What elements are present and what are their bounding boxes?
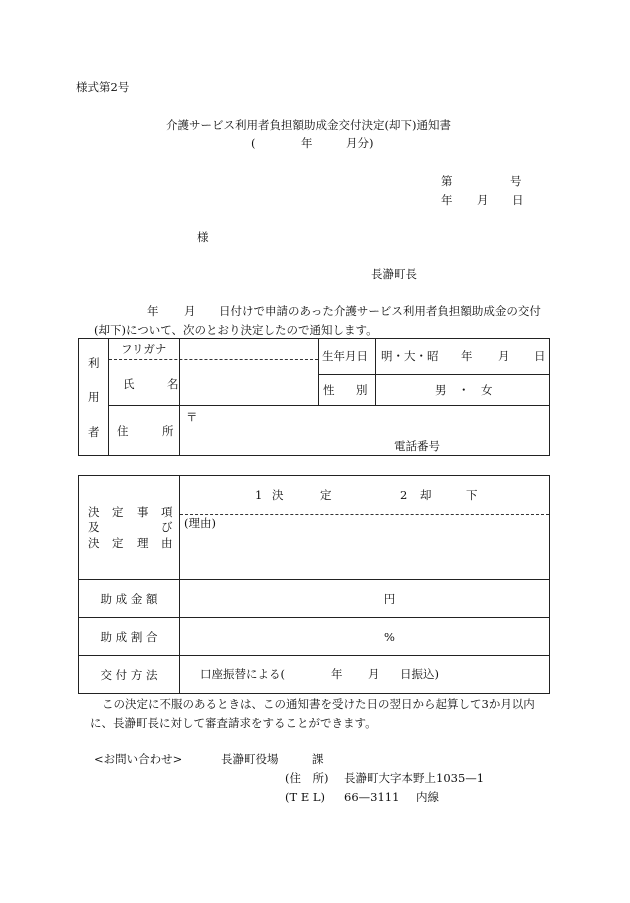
postal-mark: 〒 xyxy=(186,410,198,424)
method-label: 交 付 方 法 xyxy=(79,656,180,694)
option-reject-num[interactable]: 2 xyxy=(400,488,408,502)
reason-label: (理由) xyxy=(184,516,216,530)
decision-value-cell[interactable]: 1 決 定 2 却 下 (理由) xyxy=(180,476,550,580)
rate-label: 助 成 割 合 xyxy=(79,618,180,656)
birth-label: 生年月日 xyxy=(322,349,368,363)
name-cell[interactable] xyxy=(109,339,319,406)
ref-day: 日 xyxy=(512,193,524,207)
period-month: 月分) xyxy=(346,136,374,150)
document-title: 介護サービス利用者負担額助成金交付決定(却下)通知書 xyxy=(166,118,451,132)
contact-tel-label: (T E L) xyxy=(285,790,325,804)
address-label-cell: 住 所 xyxy=(109,406,180,456)
contact-address-label: (住 所) xyxy=(285,771,329,785)
contact-extension: 内線 xyxy=(416,790,439,804)
ref-year: 年 xyxy=(441,193,453,207)
name-label-2: 名 xyxy=(167,377,179,391)
decision-label-cell: 決 定 事 項 及 び 決 定 理 由 xyxy=(79,476,180,580)
contact-tel: 66—3111 xyxy=(344,790,400,804)
contact-section: 課 xyxy=(312,752,324,766)
contact-label: <お問い合わせ> xyxy=(94,752,183,766)
issuer: 長瀞町長 xyxy=(371,267,417,281)
body-year: 年 xyxy=(147,304,159,318)
phone-label: 電話番号 xyxy=(394,439,440,453)
amount-label: 助 成 金 額 xyxy=(79,580,180,618)
user-table xyxy=(78,338,550,456)
furigana-label: フリガナ xyxy=(121,342,167,356)
birth-label-cell xyxy=(319,339,376,375)
decision-table xyxy=(78,475,550,694)
footer-line-1: この決定に不服のあるときは、この通知書を受けた日の翌日から起算して3か月以内 xyxy=(102,697,535,711)
footer-line-2: に、長瀞町長に対して審査請求をすることができます。 xyxy=(90,716,377,730)
ref-month: 月 xyxy=(477,193,489,207)
contact-office: 長瀞町役場 xyxy=(221,752,279,766)
ref-dai: 第 xyxy=(441,174,453,188)
sex-value-cell[interactable]: 男 ・ 女 xyxy=(376,375,550,406)
rate-value[interactable]: % xyxy=(180,618,550,656)
amount-value[interactable]: 円 xyxy=(180,580,550,618)
name-label-1: 氏 xyxy=(123,377,135,391)
body-text-1: 日付けで申請のあった介護サービス利用者負担額助成金の交付 xyxy=(219,304,541,318)
birth-era: 明・大・昭 xyxy=(381,349,439,363)
body-month: 月 xyxy=(184,304,196,318)
period-open: ( xyxy=(251,136,256,150)
period-year: 年 xyxy=(301,136,313,150)
address-value-cell[interactable] xyxy=(180,406,550,456)
body-text-2: (却下)について、次のとおり決定したので通知します。 xyxy=(94,323,378,337)
ref-go: 号 xyxy=(510,174,522,188)
user-group-label: 利 用 者 xyxy=(79,339,109,456)
birth-value-cell[interactable]: 明・大・昭 年 月 日 xyxy=(376,339,550,375)
method-value[interactable]: 口座振替による( 年 月 日振込) xyxy=(180,656,550,694)
option-decision-num[interactable]: 1 xyxy=(255,488,263,502)
sex-label-cell: 性 別 xyxy=(319,375,376,406)
recipient-suffix: 様 xyxy=(197,230,209,244)
contact-address: 長瀞町大字本野上1035—1 xyxy=(344,771,485,785)
form-number: 様式第2号 xyxy=(76,80,130,94)
